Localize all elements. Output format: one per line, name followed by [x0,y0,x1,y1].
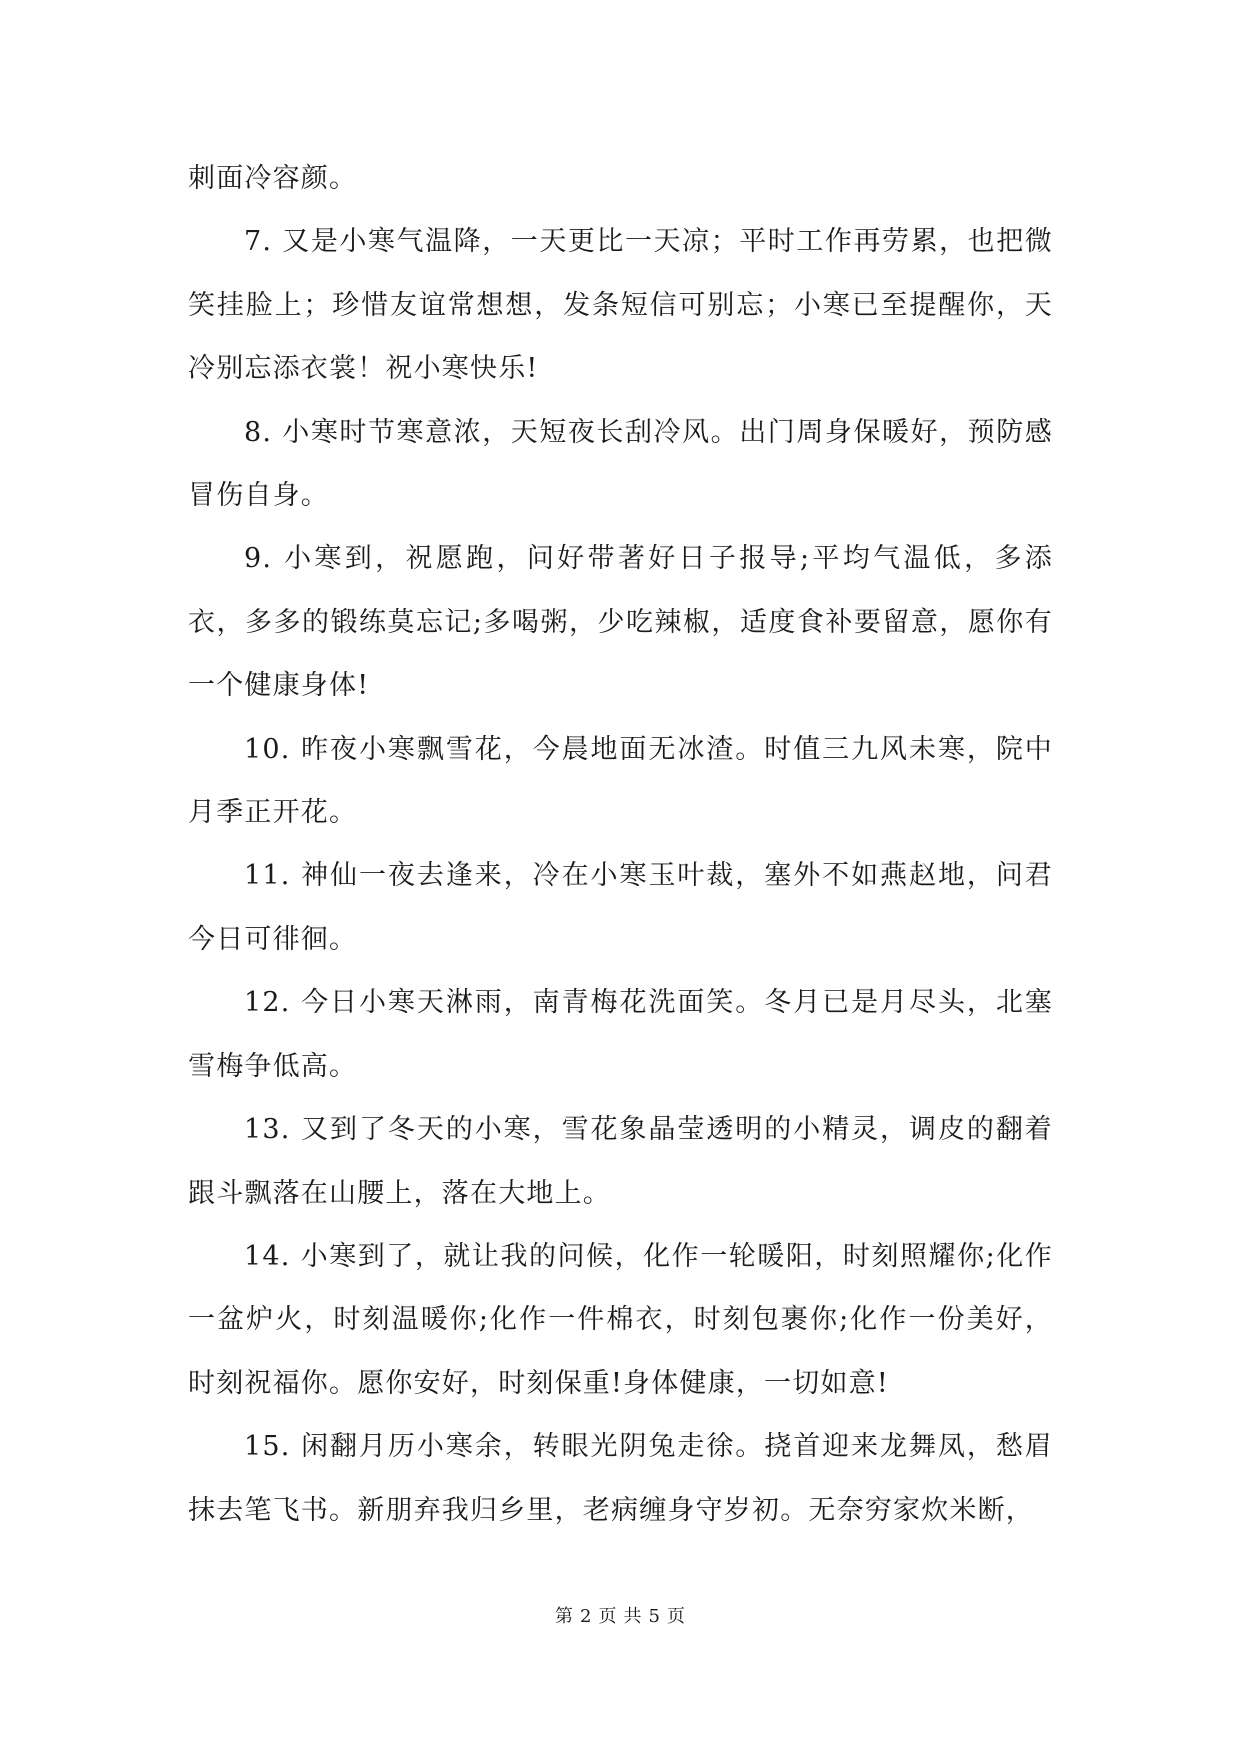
footer-page-word: 页 [598,1606,618,1627]
paragraph-item-9: 9. 小寒到，祝愿跑，问好带著好日子报导;平均气温低，多添衣，多多的锻练莫忘记;多喝粥，少吃辣椒，适度食补要留意，愿你有一个健康身体! [188,543,1053,702]
paragraph-item-8: 8. 小寒时节寒意浓，天短夜长刮冷风。出门周身保暖好，预防感冒伤自身。 [188,416,1053,512]
footer-total-word: 共 [623,1606,643,1627]
footer-current-page: 2 [580,1606,593,1627]
paragraph-item-12: 12. 今日小寒天淋雨，南青梅花洗面笑。冬月已是月尽头，北塞雪梅争低高。 [188,987,1053,1082]
paragraph-item-13: 13. 又到了冬天的小寒，雪花象晶莹透明的小精灵，调皮的翻着跟斗飘落在山腰上，落在大地上。 [188,1114,1053,1209]
document-body [188,147,1053,1542]
paragraph-item-14: 14. 小寒到了，就让我的问候，化作一轮暖阳，时刻照耀你;化作一盆炉火，时刻温暖你;化作一件棉衣，时刻包裹你;化作一份美好，时刻祝福你。愿你安好，时刻保重!身体健康，一切如意! [188,1240,1053,1399]
page-footer [0,1602,1241,1628]
paragraph-item-11: 11. 神仙一夜去逢来，冷在小寒玉叶裁，塞外不如燕赵地，问君今日可徘徊。 [188,860,1053,955]
footer-suffix: 页 [666,1606,686,1627]
footer-total-pages: 5 [648,1606,661,1627]
paragraph-item-15: 15. 闲翻月历小寒余，转眼光阴兔走徐。挠首迎来龙舞凤，愁眉抹去笔飞书。新朋弃我归乡里，老病缠身守岁初。无奈穷家炊米断， [188,1431,1053,1526]
paragraph-continuation: 刺面冷容颜。 [188,163,358,194]
paragraph-item-7: 7. 又是小寒气温降，一天更比一天凉；平时工作再劳累，也把微笑挂脸上；珍惜友谊常想想，发条短信可别忘；小寒已至提醒你，天冷别忘添衣裳！祝小寒快乐! [188,226,1053,385]
footer-prefix: 第 [555,1606,575,1627]
paragraph-item-10: 10. 昨夜小寒飘雪花，今晨地面无冰渣。时值三九风未寒，院中月季正开花。 [188,733,1053,829]
